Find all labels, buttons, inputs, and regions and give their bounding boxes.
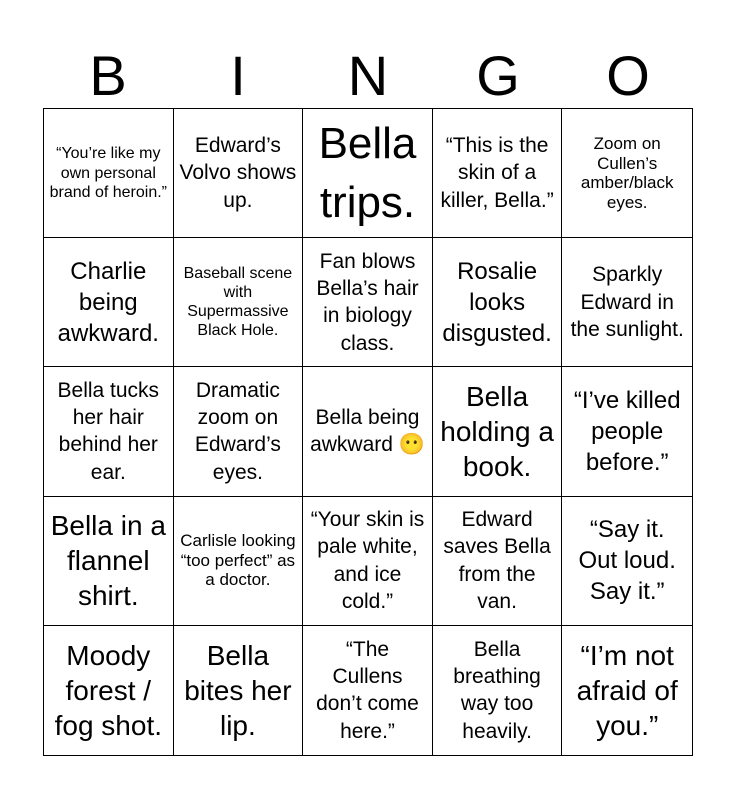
bingo-cell-r5c2[interactable] — [174, 626, 304, 755]
bingo-cell-text: Charlie being awkward. — [57, 257, 159, 347]
bingo-cell-text: Bella bites her lip. — [184, 639, 292, 741]
bingo-cell-r5c5[interactable] — [562, 626, 692, 755]
bingo-cell-r1c3[interactable] — [303, 109, 433, 238]
bingo-cell-r3c5[interactable] — [562, 367, 692, 496]
bingo-cell-r4c4[interactable] — [433, 497, 563, 626]
bingo-cell-r2c5[interactable] — [562, 238, 692, 367]
header-letter-g: G — [476, 44, 520, 107]
bingo-cell-text: Fan blows Bella’s hair in biology class. — [316, 249, 419, 355]
bingo-cell-text: Edward saves Bella from the van. — [443, 508, 551, 613]
bingo-cell-r3c2[interactable] — [174, 367, 304, 496]
bingo-cell-text: “I’ve killed people before.” — [573, 386, 681, 477]
bingo-cell-r3c1[interactable] — [44, 367, 174, 496]
bingo-cell-r2c3[interactable] — [303, 238, 433, 367]
bingo-board — [43, 108, 693, 756]
bingo-cell-text: “This is the skin of a killer, Bella.” — [440, 134, 554, 212]
bingo-cell-r5c3[interactable] — [303, 626, 433, 755]
bingo-cell-text: “The Cullens don’t come here.” — [316, 637, 419, 743]
bingo-cell-r1c5[interactable] — [562, 109, 692, 238]
bingo-cell-text: “You’re like my own personal brand of heroin.” — [49, 145, 167, 201]
bingo-cell-text: Bella in a flannel shirt. — [50, 510, 166, 612]
bingo-cell-text: Bella holding a book. — [440, 380, 554, 482]
header-letter-b: B — [89, 44, 127, 107]
bingo-cell-r5c1[interactable] — [44, 626, 174, 755]
bingo-cell-text: Bella breathing way too heavily. — [453, 637, 541, 743]
bingo-header — [43, 44, 693, 108]
bingo-cell-r2c1[interactable] — [44, 238, 174, 367]
bingo-cell-text: Edward’s Volvo shows up. — [179, 134, 297, 212]
bingo-cell-text: Zoom on Cullen’s amber/black eyes. — [580, 134, 674, 212]
bingo-cell-text: Bella trips. — [318, 118, 417, 228]
bingo-cell-text: “I’m not afraid of you.” — [576, 639, 678, 741]
bingo-cell-text: Moody forest / fog shot. — [54, 639, 162, 741]
bingo-cell-r4c3[interactable] — [303, 497, 433, 626]
bingo-cell-r4c2[interactable] — [174, 497, 304, 626]
bingo-cell-r1c4[interactable] — [433, 109, 563, 238]
header-letter-n: N — [347, 44, 389, 107]
bingo-cell-text: Bella being awkward 😶 — [310, 406, 425, 457]
bingo-cell-r5c4[interactable] — [433, 626, 563, 755]
bingo-cell-text: Dramatic zoom on Edward’s eyes. — [194, 378, 281, 484]
bingo-cell-r1c1[interactable] — [44, 109, 174, 238]
bingo-cell-text: Rosalie looks disgusted. — [442, 257, 552, 347]
bingo-cell-r3c3[interactable] — [303, 367, 433, 496]
bingo-cell-r4c1[interactable] — [44, 497, 174, 626]
bingo-cell-text: Carlisle looking “too perfect” as a doctor. — [180, 531, 296, 590]
bingo-cell-r2c2[interactable] — [174, 238, 304, 367]
bingo-cell-r2c4[interactable] — [433, 238, 563, 367]
bingo-cell-text: Baseball scene with Supermassive Black Hole. — [183, 264, 293, 340]
bingo-cell-text: “Your skin is pale white, and ice cold.” — [310, 508, 425, 613]
bingo-cell-r1c2[interactable] — [174, 109, 304, 238]
header-letter-i: I — [230, 44, 246, 107]
bingo-cell-r3c4[interactable] — [433, 367, 563, 496]
bingo-cell-text: Sparkly Edward in the sunlight. — [570, 263, 684, 341]
header-letter-o: O — [606, 44, 650, 107]
bingo-cell-text: “Say it. Out loud. Say it.” — [578, 515, 676, 606]
bingo-cell-r4c5[interactable] — [562, 497, 692, 626]
bingo-cell-text: Bella tucks her hair behind her ear. — [57, 378, 160, 484]
